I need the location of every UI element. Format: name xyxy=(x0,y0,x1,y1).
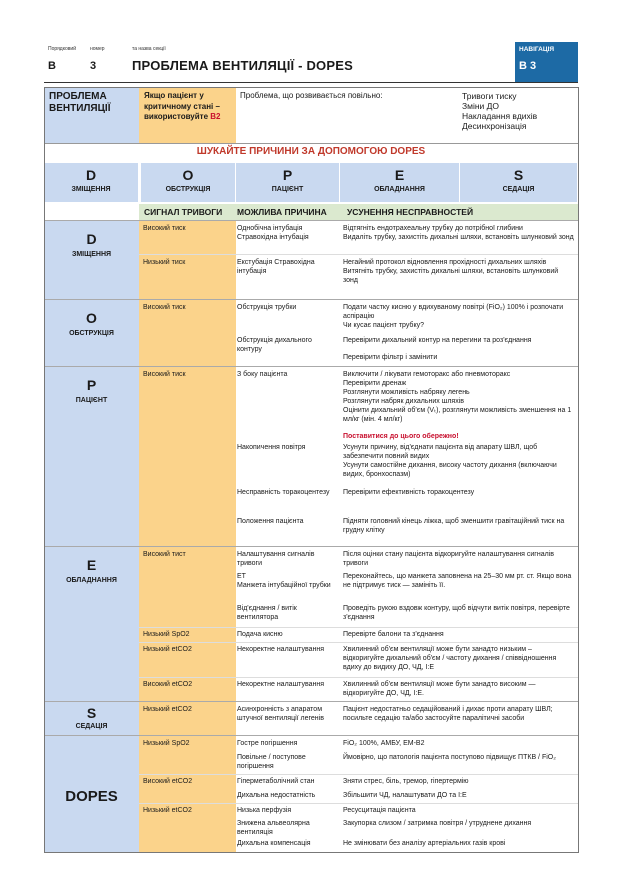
dopes-header-o xyxy=(141,163,236,202)
section-header xyxy=(44,42,578,83)
cause-cell: Повільне / поступове погіршення xyxy=(237,754,306,770)
section-p xyxy=(44,366,578,547)
section-word: ОБЛАДНАННЯ xyxy=(66,577,117,584)
section-label xyxy=(44,547,139,702)
alarm-item: Зміни ДО xyxy=(462,101,500,111)
signal-cell: Високий etCO2 xyxy=(143,681,193,688)
dopes-letter: E xyxy=(394,167,405,183)
cause-cell: Дихальна компенсація xyxy=(237,840,311,847)
cause-cell: Дихальна недостатність xyxy=(237,792,316,799)
navigation-box[interactable] xyxy=(515,42,578,82)
header-col2-label: номер xyxy=(90,46,105,52)
cause-cell: Гіперметаболічний стан xyxy=(237,778,315,785)
fix-cell: Виключити / лікувати гемоторакс або пневмоторакс Перевірити дренаж Розглянути можливість набряку легень Розглянути набряк дихальних шляхів Оцінити дихальний об'єм (Vₜ), розглянути можливість зменшення на 1 мл/кг (мін. 4 мл/кг) xyxy=(343,371,572,423)
signal-cell: Низький etCO2 xyxy=(143,646,192,653)
signal-cell: Низький etCO2 xyxy=(143,706,192,713)
header-col1-label: Порядковий xyxy=(48,46,76,52)
cause-cell: Подача кисню xyxy=(237,631,283,638)
cause-cell: Несправність торакоцентезу xyxy=(237,489,330,496)
section-s xyxy=(44,701,578,736)
section-label xyxy=(44,702,139,736)
section-label xyxy=(44,221,139,300)
warning-text: Поставитися до цього обережно! xyxy=(343,433,459,440)
fix-cell: Подати частку кисню у вдихуваному повітрі (FiO₂) 100% і розпочати аспірацію Чи кусає пацієнт трубку? xyxy=(343,304,564,329)
cause-cell: З боку пацієнта xyxy=(237,371,288,378)
dopes-letter: D xyxy=(85,167,97,183)
section-letter: S xyxy=(86,705,97,721)
fix-cell: Негайний протокол відновлення прохідності дихальних шляхів Витягніть трубку, захистіть дихальні шляхи, встановіть шлунковий зонд xyxy=(343,259,559,284)
row-divider xyxy=(139,774,578,775)
section-word: СЕДАЦІЯ xyxy=(75,723,108,730)
signal-column xyxy=(139,736,236,852)
cause-cell: Некоректне налаштування xyxy=(237,646,325,653)
cause-cell: Положення пацієнта xyxy=(237,518,304,525)
column-cause: МОЖЛИВА ПРИЧИНА xyxy=(237,207,327,217)
signal-column xyxy=(139,547,236,702)
section-word: ПАЦІЄНТ xyxy=(75,397,108,404)
row-divider xyxy=(139,642,578,643)
alarm-item: Тривоги тиску xyxy=(462,91,517,101)
signal-cell: Низький SpO2 xyxy=(143,740,190,747)
column-headers xyxy=(139,204,578,220)
row-divider xyxy=(139,627,578,628)
fix-cell: Перевірте балони та з'єднання xyxy=(343,631,444,638)
fix-cell: FiO₂ 100%, АМБУ, ЕМ-B2 xyxy=(343,740,425,747)
fix-cell: Перевірити фільтр і замінити xyxy=(343,354,438,361)
page-title: ПРОБЛЕМА ВЕНТИЛЯЦІЇ - DOPES xyxy=(132,58,353,73)
dopes-word: ОБЛАДНАННЯ xyxy=(374,186,425,193)
signal-cell: Низький тиск xyxy=(143,259,186,266)
signal-cell: Високий тиск xyxy=(143,225,186,232)
critical-ref-link[interactable]: B2 xyxy=(210,112,221,121)
fix-cell: Після оцінки стану пацієнта відкоригуйте налаштування сигналів тривоги xyxy=(343,551,554,567)
signal-cell: Низький SpO2 xyxy=(143,631,190,638)
fix-cell: Усунути причину, від'єднати пацієнта від апарату ШВЛ, щоб забезпечити повний видих Усунути самостійне дихання, високу частоту дихання (включаючи видих, бронхоспазм) xyxy=(343,444,557,478)
dopes-header-p xyxy=(236,163,340,202)
signal-cell: Високий тист xyxy=(143,551,186,558)
dopes-word: ОБСТРУКЦІЯ xyxy=(165,186,211,193)
cause-cell: Некоректне налаштування xyxy=(237,681,325,688)
section-d xyxy=(44,220,578,300)
section-e xyxy=(44,546,578,702)
fix-cell: Ймовірно, що патологія пацієнта поступово підвищує ПТКВ / FiO₂ xyxy=(343,754,556,761)
dopes-header-e xyxy=(340,163,460,202)
cause-cell: Гостре погіршення xyxy=(237,740,298,747)
dopes-word: СЕДАЦІЯ xyxy=(502,186,535,193)
row-divider xyxy=(139,677,578,678)
fix-cell: Зняти стрес, біль, тремор, гіпертермію xyxy=(343,778,469,785)
alarm-list xyxy=(462,91,537,131)
intro-row xyxy=(44,87,578,144)
cause-cell: ЕТ Манжета інтубаційної трубки xyxy=(237,573,331,589)
page xyxy=(44,42,578,847)
column-signal: СИГНАЛ ТРИВОГИ xyxy=(144,207,223,217)
fix-cell: Перевірити дихальний контур на перегини та роз'єднання xyxy=(343,337,532,344)
dopes-letter: P xyxy=(282,167,293,183)
dopes-word: ЗМІЩЕННЯ xyxy=(71,186,111,193)
section-letter: D xyxy=(86,231,97,247)
section-number: 3 xyxy=(90,60,97,72)
dopes-word: ПАЦІЄНТ xyxy=(271,186,304,193)
fix-cell: Хвилинний об'єм вентиляції може бути занадто низьким – відкоригуйте дихальний об'єм / частоту дихання / співвідношення вдиху до видиху ДО, ЧД, I:E xyxy=(343,646,557,671)
fix-cell: Підняти головний кінець ліжка, щоб зменшити гравітаційний тиск на грудну клітку xyxy=(343,518,565,534)
fix-cell: Пацієнт недостатньо седаційований і дихає проти апарату ШВЛ; посильте седацію та/або застосуйте паралітичні засоби xyxy=(343,706,553,722)
section-label xyxy=(44,300,139,367)
section-letter: E xyxy=(86,557,97,573)
search-causes-title: ШУКАЙТЕ ПРИЧИНИ ЗА ДОПОМОГОЮ DOPES xyxy=(196,146,426,157)
dopes-header-s xyxy=(460,163,578,202)
signal-cell: Високий тиск xyxy=(143,304,186,311)
cause-cell: Налаштування сигналів тривоги xyxy=(237,551,315,567)
section-dopes xyxy=(44,735,578,852)
cause-cell: Накопичення повітря xyxy=(237,444,306,451)
signal-cell: Низький etCO2 xyxy=(143,807,192,814)
cause-cell: Обструкція трубки xyxy=(237,304,297,311)
cause-cell: Низька перфузія xyxy=(237,807,292,814)
critical-text: Якщо пацієнт у критичному стані – використовуйте xyxy=(144,91,220,121)
section-letter: DOPES xyxy=(65,788,118,805)
fix-cell: Не змінювати без аналізу артеріальних газів крові xyxy=(343,840,506,847)
signal-cell: Високий etCO2 xyxy=(143,778,193,785)
problem-label: ПРОБЛЕМА ВЕНТИЛЯЦІЇ xyxy=(44,88,139,143)
section-word: ЗМІЩЕННЯ xyxy=(71,251,112,258)
fix-cell: Відтягніть ендотрахеальну трубку до потрібної глибини Видаліть трубку, захистіть дихальні шляхи, встановіть шлунковий зонд xyxy=(343,225,574,241)
section-o xyxy=(44,299,578,367)
section-letter: P xyxy=(86,377,97,393)
fix-cell: Хвилинний об'єм вентиляції може бути занадто високим — відкоригуйте ДО, ЧД, I:E. xyxy=(343,681,536,697)
nav-value[interactable]: B 3 xyxy=(519,60,537,72)
alarm-item: Накладання вдихів xyxy=(462,111,538,121)
fix-cell: Закупорка слизом / затримка повітря / утруднене дихання xyxy=(343,820,532,827)
cause-cell: Екстубація Стравохідна інтубація xyxy=(237,259,315,275)
signal-column xyxy=(139,367,236,547)
cause-cell: Обструкція дихального контуру xyxy=(237,337,312,353)
fix-cell: Ресусцитація пацієнта xyxy=(343,807,416,814)
cause-cell: Знижена альвеолярна вентиляція xyxy=(237,820,310,836)
signal-cell: Високий тиск xyxy=(143,371,186,378)
nav-label: НАВІГАЦІЯ xyxy=(519,46,555,53)
fix-cell: Переконайтесь, що манжета заповнена на 25–30 мм рт. ст. Якщо вона не підтримує тиск — замініть її. xyxy=(343,573,572,589)
section-label xyxy=(44,736,139,852)
slow-problem-text: Проблема, що розвивається повільно: xyxy=(240,91,383,100)
dopes-letter: S xyxy=(513,167,524,183)
row-divider xyxy=(139,254,578,255)
header-col3-label: та назва секції xyxy=(132,46,166,52)
cause-cell: Асинхронність з апаратом штучної вентиляції легенів xyxy=(237,706,324,722)
section-word: ОБСТРУКЦІЯ xyxy=(69,330,114,337)
section-letter: B xyxy=(48,60,56,72)
cause-cell: Від'єднання / витік вентилятора xyxy=(237,605,297,621)
alarm-item: Десинхронізація xyxy=(462,121,527,131)
fix-cell: Збільшити ЧД, налаштувати ДО та I:E xyxy=(343,792,467,799)
fix-cell: Проведіть рукою вздовж контуру, щоб відчути витік повітря, перевірте з'єднання xyxy=(343,605,570,621)
fix-cell: Перевірити ефективність торакоцентезу xyxy=(343,489,475,496)
critical-note xyxy=(139,88,236,143)
row-divider xyxy=(139,803,578,804)
dopes-letter: O xyxy=(182,167,194,183)
section-label xyxy=(44,367,139,547)
cause-cell: Однобічна інтубація Стравохідна інтубація xyxy=(237,225,309,241)
column-fix: УСУНЕННЯ НЕСПРАВНОСТЕЙ xyxy=(347,207,474,217)
section-letter: O xyxy=(86,310,97,326)
dopes-header-d xyxy=(44,163,139,202)
